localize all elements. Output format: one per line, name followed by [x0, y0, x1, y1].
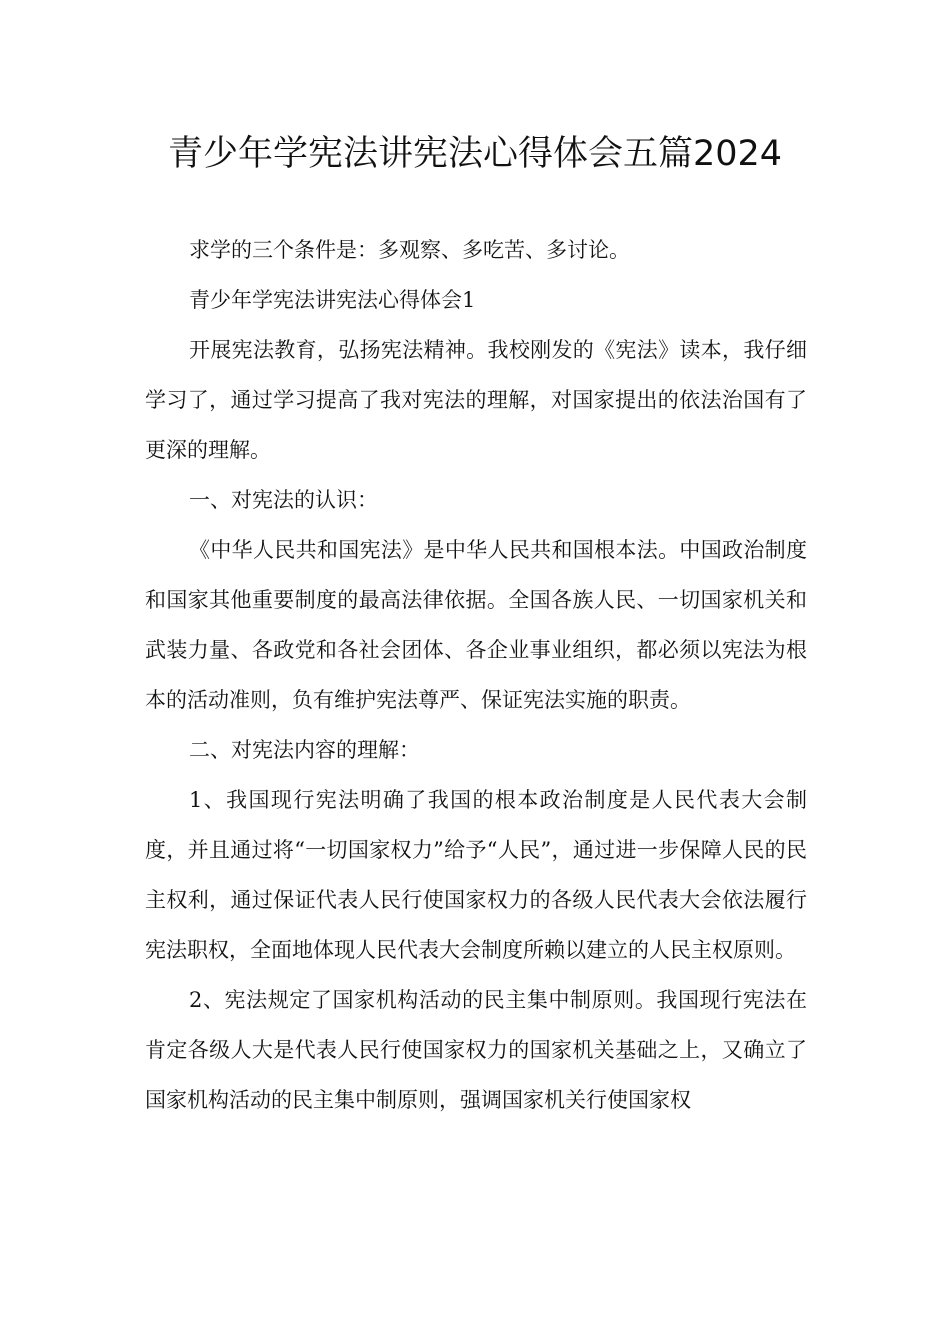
paragraph-point-2: 2、宪法规定了国家机构活动的民主集中制原则。我国现行宪法在肯定各级人大是代表人民行使国家权力的国家机关基础之上，又确立了国家机构活动的民主集中制原则，强调国家机关行使国家权 [145, 988, 807, 1112]
section-heading-content: 二、对宪法内容的理解： [189, 738, 420, 762]
paragraph-intro-quote: 求学的三个条件是：多观察、多吃苦、多讨论。 [189, 238, 630, 262]
paragraph-point-1: 1、我国现行宪法明确了我国的根本政治制度是人民代表大会制度，并且通过将“一切国家权力”给予“人民”，通过进一步保障人民的民主权利，通过保证代表人民行使国家权力的各级人民代表大会依法履行宪法职权，全面地体现人民代表大会制度所赖以建立的人民主权原则。 [145, 788, 807, 962]
section-heading-understanding: 一、对宪法的认识： [189, 488, 378, 512]
document-body [145, 225, 807, 1125]
paragraph-constitution-definition: 《中华人民共和国宪法》是中华人民共和国根本法。中国政治制度和国家其他重要制度的最高法律依据。全国各族人民、一切国家机关和武装力量、各政党和各社会团体、各企业事业组织，都必须以宪法为根本的活动准则，负有维护宪法尊严、保证宪法实施的职责。 [145, 538, 807, 712]
paragraph-opening: 开展宪法教育，弘扬宪法精神。我校刚发的《宪法》读本，我仔细学习了，通过学习提高了我对宪法的理解，对国家提出的依法治国有了更深的理解。 [145, 338, 807, 462]
section-heading-essay-1: 青少年学宪法讲宪法心得体会1 [189, 288, 476, 312]
document-title: 青少年学宪法讲宪法心得体会五篇2024 [167, 134, 783, 174]
